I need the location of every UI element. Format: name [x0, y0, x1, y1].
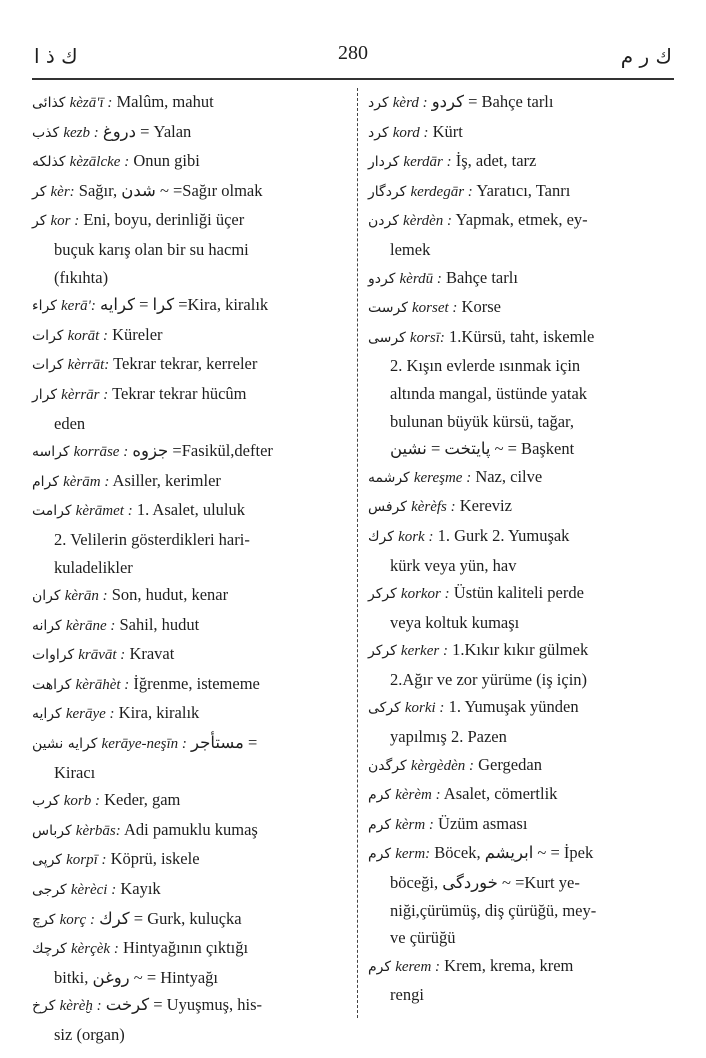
entry-first-line: [32, 496, 348, 526]
entry-arabic-headword: كرد: [368, 95, 389, 111]
entry-definition-line: Kereviz: [459, 496, 512, 516]
dictionary-entry: [32, 816, 348, 846]
entry-definition-line: rengi: [390, 985, 424, 1005]
entry-first-line: [32, 581, 348, 611]
dictionary-entry: [368, 118, 674, 148]
dictionary-entry: [368, 579, 674, 636]
entry-first-line: [32, 729, 348, 759]
entry-arabic-headword: كرات: [32, 327, 64, 344]
entry-transliteration: korrāse :: [73, 444, 129, 461]
dictionary-entry: [368, 88, 674, 118]
entry-definition-line: Böcek, ابريشم ~ = İpek: [434, 843, 594, 863]
dictionary-entry: [32, 905, 348, 935]
entry-arabic-headword: كركر: [368, 643, 397, 660]
dictionary-entry: [368, 147, 674, 177]
entry-arabic-headword: كركى: [368, 700, 401, 717]
entry-first-line: [32, 350, 348, 380]
dictionary-entry: [368, 323, 674, 463]
dictionary-entry: [32, 177, 348, 207]
entry-arabic-headword: كرام: [32, 473, 59, 490]
entry-transliteration: kèrāne :: [65, 617, 116, 634]
entry-definition-line: bulunan büyük kürsü, tağar,: [390, 411, 575, 431]
entry-arabic-headword: كر: [32, 183, 47, 200]
dictionary-entry: [32, 380, 348, 437]
entry-first-line: [32, 177, 348, 207]
entry-definition-line: Tekrar tekrar, kerreler: [113, 354, 258, 374]
entry-transliteration: kerāye :: [65, 706, 115, 723]
entry-definition-line: Yapmak, etmek, ey-: [455, 210, 588, 230]
entry-definition-line: Naz, cilve: [475, 466, 543, 486]
entry-arabic-headword: كرخ: [32, 998, 56, 1015]
entry-definition-line: siz (organ): [54, 1025, 125, 1044]
entry-arabic-headword: كراء: [32, 298, 57, 315]
entry-definition-line: İş, adet, tarz: [455, 151, 537, 171]
entry-definition-line: Asiller, kerimler: [112, 470, 221, 490]
entry-first-line: [368, 810, 674, 840]
entry-arabic-headword: كرامت: [32, 503, 72, 520]
entry-definition-line: Köprü, iskele: [110, 849, 200, 869]
entry-first-line: [32, 699, 348, 729]
dictionary-entry: [32, 934, 348, 991]
entry-transliteration: kèr:: [50, 183, 75, 200]
dictionary-entry: [368, 293, 674, 323]
entry-definition-line: كردو = Bahçe tarlı: [431, 92, 554, 111]
entry-arabic-headword: كرچ: [32, 911, 56, 928]
entry-first-line: [32, 934, 348, 964]
entry-definition-line: kürk veya yün, hav: [390, 555, 517, 575]
entry-definition-line: niği,çürümüş, diş çürüğü, mey-: [390, 900, 597, 920]
dictionary-entry: [368, 177, 674, 207]
entry-transliteration: kerā':: [61, 298, 96, 315]
entry-first-line: [368, 952, 674, 982]
dictionary-entry: [368, 693, 674, 750]
entry-transliteration: korpī :: [66, 852, 107, 869]
entry-definition-line: Kayık: [120, 879, 161, 899]
entry-transliteration: kerem :: [395, 958, 441, 975]
entry-definition-line: İğrenme, istememe: [133, 673, 260, 693]
entry-first-line: [32, 670, 348, 700]
entry-definition-line: ve çürüğü: [390, 928, 456, 948]
entry-definition-line: Adi pamuklu kumaş: [124, 819, 258, 839]
entry-arabic-headword: كراهت: [32, 676, 72, 693]
entry-arabic-headword: كرب: [32, 793, 60, 810]
entry-first-line: [32, 437, 348, 467]
entry-definition-line: Krem, krema, krem: [444, 955, 574, 975]
entry-first-line: [32, 118, 348, 148]
entry-definition-line: Kürt: [432, 121, 463, 141]
dictionary-entry: [368, 206, 674, 263]
entry-definition-line: böceği, خوردگى ~ =Kurt ye-: [390, 873, 580, 893]
entry-transliteration: kèrdū :: [399, 270, 442, 287]
entry-transliteration: kezb :: [63, 124, 99, 141]
dictionary-entry: [32, 206, 348, 291]
dictionary-entry: [32, 845, 348, 875]
entry-arabic-headword: كرك: [368, 528, 394, 545]
entry-transliteration: korāt :: [67, 327, 109, 344]
entry-arabic-headword: كرم: [368, 787, 392, 804]
entry-first-line: [368, 780, 674, 810]
entry-arabic-headword: كرچك: [32, 941, 67, 958]
entry-transliteration: korç :: [59, 911, 95, 928]
dictionary-entry: [32, 291, 348, 321]
entry-first-line: [368, 751, 674, 781]
entry-arabic-headword: كرايه: [32, 706, 62, 723]
entry-arabic-headword: كرد: [368, 124, 389, 141]
entry-transliteration: kèrān :: [64, 588, 108, 605]
entry-first-line: [368, 636, 674, 666]
entry-arabic-headword: كذائى: [32, 95, 66, 111]
entry-transliteration: kerdār :: [403, 154, 452, 171]
entry-first-line: [32, 640, 348, 670]
entry-first-line: [32, 147, 348, 177]
dictionary-entry: [32, 118, 348, 148]
dictionary-entry: [368, 839, 674, 951]
entry-definition-line: 1. Gurk 2. Yumuşak: [437, 525, 570, 545]
dictionary-entry: [32, 670, 348, 700]
entry-transliteration: kèrèci :: [70, 882, 117, 899]
entry-arabic-headword: كرم: [368, 816, 392, 833]
entry-transliteration: kèrdèn :: [403, 213, 453, 230]
entry-arabic-headword: كرات: [32, 357, 64, 374]
entry-definition-line: altında mangal, üstünde yatak: [390, 383, 588, 403]
entry-definition-line: Korse: [461, 297, 501, 317]
dictionary-entry: [32, 147, 348, 177]
entry-first-line: [368, 522, 674, 552]
entry-arabic-headword: كرانه: [32, 617, 62, 634]
entry-transliteration: kèrbās:: [75, 822, 121, 839]
entry-transliteration: kèrd :: [392, 95, 428, 111]
entry-definition-line: Küreler: [112, 324, 163, 344]
dictionary-entry: [368, 636, 674, 693]
entry-definition-line: 2.Ağır ve zor yürüme (iş için): [390, 669, 588, 689]
entry-definition-line: yapılmış 2. Pazen: [390, 727, 507, 747]
entry-definition-line: Asalet, cömertlik: [443, 784, 558, 804]
entry-first-line: [32, 611, 348, 641]
entry-definition-line: كرا = كرايه =Kira, kiralık: [99, 295, 269, 315]
entry-first-line: [32, 845, 348, 875]
entry-transliteration: kèrāmet :: [75, 503, 133, 520]
entry-definition-line: Yaratıcı, Tanrı: [476, 180, 571, 200]
entry-arabic-headword: كرفس: [368, 499, 407, 516]
entry-first-line: [368, 293, 674, 323]
entry-definition-line: Üzüm asması: [438, 813, 528, 833]
dictionary-entry: [32, 467, 348, 497]
entry-definition-line: 1.Kıkır kıkır gülmek: [452, 640, 589, 660]
header-rule: [32, 78, 674, 80]
entry-definition-line: Eni, boyu, derinliği üçer: [83, 210, 245, 230]
dictionary-entry: [368, 810, 674, 840]
dictionary-entry: [32, 581, 348, 611]
entry-transliteration: kèrrāt:: [67, 357, 110, 374]
entry-definition-line: 1.Kürsü, taht, iskemle: [449, 326, 595, 346]
dictionary-entry: [32, 611, 348, 641]
entry-first-line: [32, 291, 348, 321]
entry-first-line: [32, 467, 348, 497]
entry-first-line: [368, 323, 674, 353]
entry-definition-line: جزوه =Fasikül,defter: [132, 441, 273, 461]
entry-transliteration: kèrāhèt :: [75, 676, 130, 693]
entry-definition-line: Hintyağının çıktığı: [122, 938, 249, 958]
entry-transliteration: kèrèfs :: [411, 499, 456, 516]
entry-first-line: [368, 693, 674, 723]
entry-definition-line: 2. Velilerin gösterdikleri hari-: [54, 529, 250, 549]
dictionary-entry: [32, 786, 348, 816]
entry-transliteration: kereşme :: [413, 469, 472, 486]
entry-transliteration: kèrèḫ :: [59, 998, 102, 1015]
entry-first-line: [368, 264, 674, 294]
column-divider: [357, 88, 359, 1018]
entry-arabic-headword: كرشمه: [368, 469, 410, 486]
dictionary-entry: [368, 780, 674, 810]
entry-definition-line: Son, hudut, kenar: [111, 585, 229, 605]
entry-transliteration: kerāye-neşīn :: [101, 736, 187, 753]
entry-definition-line: Bahçe tarlı: [445, 267, 518, 287]
entry-definition-line: lemek: [390, 239, 431, 259]
right-column: [368, 88, 674, 1009]
entry-first-line: [32, 816, 348, 846]
entry-arabic-headword: كذلكه: [32, 154, 66, 171]
entry-first-line: [368, 88, 674, 118]
dictionary-entry: [368, 492, 674, 522]
dictionary-entry: [32, 640, 348, 670]
entry-definition-line: bitki, روغن ~ = Hintyağı: [54, 967, 218, 987]
entry-first-line: [32, 991, 348, 1021]
dictionary-entry: [368, 264, 674, 294]
entry-definition-line: كرخت = Uyuşmuş, his-: [105, 995, 263, 1015]
entry-transliteration: korb :: [63, 793, 100, 810]
entry-arabic-headword: كردگار: [368, 183, 407, 200]
entry-first-line: [32, 905, 348, 935]
entry-arabic-headword: كذب: [32, 124, 60, 141]
entry-transliteration: kèrçèk :: [70, 941, 119, 958]
entry-transliteration: korsī:: [409, 329, 445, 346]
entry-definition-line: (fıkıhta): [54, 267, 109, 287]
entry-definition-line: 1. Asalet, ululuk: [136, 500, 246, 520]
entry-arabic-headword: كرجى: [32, 882, 67, 899]
entry-definition-line: Tekrar tekrar hücûm: [112, 383, 247, 403]
entry-definition-line: buçuk karış olan bir su hacmi: [54, 239, 249, 259]
entry-transliteration: kèzā'ī :: [69, 95, 113, 111]
entry-first-line: [368, 463, 674, 493]
dictionary-entry: [32, 350, 348, 380]
entry-definition-line: Kira, kiralık: [118, 703, 200, 723]
entry-definition-line: كرك = Gurk, kuluçka: [99, 908, 242, 928]
entry-definition-line: Kiracı: [54, 762, 96, 782]
entry-transliteration: kèrām :: [63, 473, 110, 490]
entry-arabic-headword: كرم: [368, 846, 392, 863]
dictionary-entry: [368, 952, 674, 1009]
entry-transliteration: kèrgèdèn :: [410, 757, 474, 774]
entry-transliteration: kèzālcke :: [69, 154, 130, 171]
entry-definition-line: veya koltuk kumaşı: [390, 612, 520, 632]
entry-first-line: [32, 380, 348, 410]
entry-first-line: [368, 147, 674, 177]
header-left-letters: ك ذ ا: [34, 44, 78, 68]
entry-first-line: [368, 839, 674, 869]
entry-arabic-headword: كرپى: [32, 852, 62, 869]
page-number: 280: [338, 42, 368, 64]
entry-definition-line: Malûm, mahut: [116, 92, 214, 111]
entry-first-line: [368, 177, 674, 207]
entry-definition-line: Üstün kaliteli perde: [453, 583, 584, 603]
entry-arabic-headword: كراوات: [32, 647, 75, 664]
dictionary-entry: [32, 991, 348, 1048]
entry-first-line: [368, 118, 674, 148]
entry-definition-line: 2. Kışın evlerde ısınmak için: [390, 356, 581, 376]
entry-definition-line: kuladelikler: [54, 557, 133, 577]
entry-transliteration: kerdegār :: [410, 183, 473, 200]
entry-arabic-headword: كرست: [368, 300, 408, 317]
entry-definition-line: پايتخت = نشين ~ = Başkent: [390, 439, 575, 459]
entry-first-line: [32, 88, 348, 118]
dictionary-entry: [368, 463, 674, 493]
dictionary-entry: [32, 321, 348, 351]
entry-first-line: [368, 492, 674, 522]
entry-definition-line: مستأجر =: [191, 733, 258, 753]
entry-definition-line: Kravat: [129, 644, 175, 664]
dictionary-entry: [32, 496, 348, 581]
dictionary-entry: [32, 699, 348, 729]
entry-definition-line: Sahil, hudut: [119, 614, 200, 634]
entry-transliteration: kord :: [392, 124, 429, 141]
entry-transliteration: kor :: [50, 213, 80, 230]
entry-transliteration: kèrèm :: [395, 787, 441, 804]
entry-first-line: [32, 875, 348, 905]
entry-arabic-headword: كردو: [368, 270, 396, 287]
entry-arabic-headword: كرگدن: [368, 757, 407, 774]
entry-transliteration: krāvāt :: [78, 647, 126, 664]
left-column: [32, 88, 348, 1049]
dictionary-entry: [32, 88, 348, 118]
header-right-letters: ك ر م: [620, 44, 672, 68]
entry-arabic-headword: كرم: [368, 958, 392, 975]
entry-transliteration: kerker :: [400, 643, 448, 660]
entry-first-line: [32, 786, 348, 816]
entry-definition-line: Sağır, شدن ~ =Sağır olmak: [78, 180, 263, 200]
entry-arabic-headword: كرايه نشين: [32, 736, 98, 753]
entry-definition-line: Onun gibi: [133, 151, 200, 171]
entry-transliteration: korkor :: [400, 586, 450, 603]
dictionary-entry: [32, 729, 348, 786]
entry-definition-line: 1. Yumuşak yünden: [448, 697, 579, 717]
entry-transliteration: kèrm :: [395, 816, 434, 833]
entry-arabic-headword: كرار: [32, 386, 58, 403]
entry-first-line: [32, 321, 348, 351]
entry-transliteration: kork :: [398, 528, 434, 545]
entry-transliteration: korset :: [412, 300, 458, 317]
dictionary-entry: [368, 751, 674, 781]
entry-arabic-headword: كركر: [368, 586, 397, 603]
entry-arabic-headword: كردن: [368, 213, 399, 230]
entry-arabic-headword: كراسه: [32, 444, 70, 461]
entry-definition-line: Keder, gam: [104, 790, 181, 810]
dictionary-entry: [368, 522, 674, 579]
entry-arabic-headword: كران: [32, 588, 61, 605]
entry-transliteration: kerm:: [395, 846, 431, 863]
entry-arabic-headword: كر: [32, 213, 47, 230]
entry-transliteration: kèrrār :: [61, 386, 109, 403]
entry-transliteration: korki :: [404, 700, 445, 717]
entry-definition-line: دروغ = Yalan: [102, 121, 192, 141]
entry-definition-line: eden: [54, 413, 86, 433]
entry-arabic-headword: كرباس: [32, 822, 72, 839]
dictionary-entry: [32, 437, 348, 467]
entry-arabic-headword: كردار: [368, 154, 400, 171]
entry-first-line: [32, 206, 348, 236]
entry-first-line: [368, 579, 674, 609]
entry-arabic-headword: كرسى: [368, 329, 406, 346]
entry-definition-line: Gergedan: [478, 754, 542, 774]
dictionary-entry: [32, 875, 348, 905]
entry-first-line: [368, 206, 674, 236]
page-header: [0, 38, 706, 72]
